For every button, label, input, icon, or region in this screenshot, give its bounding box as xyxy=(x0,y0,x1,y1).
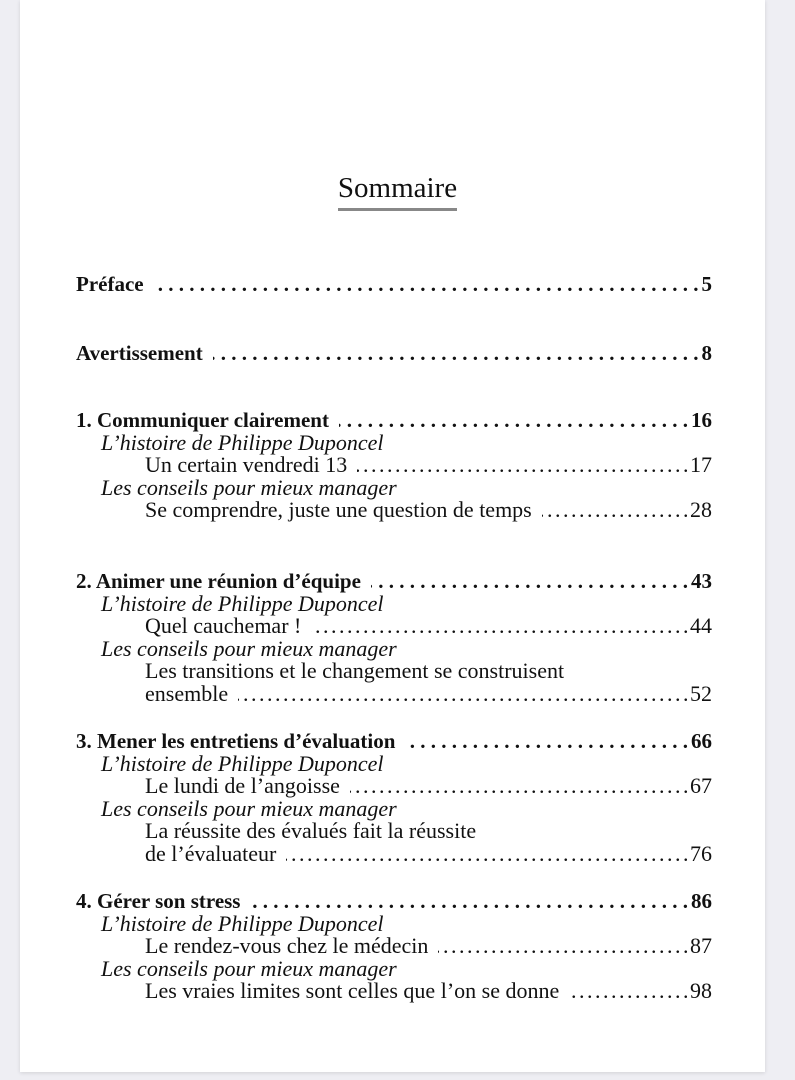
page-number: 8 xyxy=(701,341,712,365)
entry-label: 2. Animer une réunion d’équipe xyxy=(76,569,361,593)
advice-heading: Les conseils pour mieux manager xyxy=(101,474,397,500)
dot-leader xyxy=(250,890,688,913)
entry-label: Avertissement xyxy=(76,341,203,365)
page-number: 86 xyxy=(691,889,712,913)
story-heading: L’histoire de Philippe Duponcel xyxy=(101,910,384,936)
dot-leader xyxy=(286,843,687,866)
dot-leader xyxy=(405,730,688,753)
advice-entry[interactable] xyxy=(76,980,712,1003)
page-number: 98 xyxy=(690,978,712,1004)
toc-entry-preface[interactable] xyxy=(76,273,712,296)
story-entry[interactable] xyxy=(76,454,712,477)
dot-leader xyxy=(438,935,687,958)
dot-leader xyxy=(357,454,687,477)
advice-heading: Les conseils pour mieux manager xyxy=(101,635,397,661)
dot-leader xyxy=(350,775,687,798)
advice-entry-line1[interactable]: La réussite des évalués fait la réussite xyxy=(145,818,477,844)
dot-leader xyxy=(542,499,687,522)
advice-entry[interactable] xyxy=(76,680,712,706)
entry-label: Les vraies limites sont celles que l’on se donne xyxy=(145,978,560,1004)
dot-leader xyxy=(339,409,688,432)
chapter-entry[interactable] xyxy=(76,890,712,913)
advice-heading: Les conseils pour mieux manager xyxy=(101,795,397,821)
story-entry[interactable] xyxy=(76,615,712,638)
page-number: 67 xyxy=(690,773,712,799)
entry-label: 3. Mener les entretiens d’évaluation xyxy=(76,729,396,753)
page-number: 28 xyxy=(690,497,712,523)
entry-label: ensemble xyxy=(145,680,229,706)
entry-label: 1. Communiquer clairement xyxy=(76,408,329,432)
dot-leader xyxy=(238,683,687,706)
toc-chapter-4 xyxy=(76,890,712,1003)
page-number: 87 xyxy=(690,933,712,959)
story-entry[interactable] xyxy=(76,775,712,798)
chapter-entry[interactable] xyxy=(76,409,712,432)
entry-label: Le rendez-vous chez le médecin xyxy=(145,933,429,959)
story-heading: L’histoire de Philippe Duponcel xyxy=(101,429,384,455)
story-heading: L’histoire de Philippe Duponcel xyxy=(101,750,384,776)
dot-leader xyxy=(154,273,699,296)
dot-leader xyxy=(213,342,699,365)
chapter-entry[interactable] xyxy=(76,570,712,593)
page-number: 5 xyxy=(701,272,712,296)
entry-label: Le lundi de l’angoisse xyxy=(145,773,340,799)
entry-label: Préface xyxy=(76,272,144,296)
page-number: 16 xyxy=(691,408,712,432)
entry-label: Quel cauchemar ! xyxy=(145,613,302,639)
entry-label: 4. Gérer son stress xyxy=(76,889,241,913)
page-number: 43 xyxy=(691,569,712,593)
advice-entry-line1[interactable]: Les transitions et le changement se construisent xyxy=(145,658,565,684)
entry-label: Un certain vendredi 13 xyxy=(145,452,348,478)
page-number: 66 xyxy=(691,729,712,753)
entry-label: de l’évaluateur xyxy=(145,840,277,866)
title-text: Sommaire xyxy=(338,170,457,211)
toc-entry-avertissement[interactable] xyxy=(76,342,712,365)
dot-leader xyxy=(371,570,688,593)
dot-leader xyxy=(311,615,687,638)
page-number: 44 xyxy=(690,613,712,639)
page-number: 76 xyxy=(690,840,712,866)
toc-chapter-1 xyxy=(76,409,712,522)
toc-chapter-2 xyxy=(76,570,712,706)
chapter-entry[interactable] xyxy=(76,730,712,753)
page-number: 17 xyxy=(690,452,712,478)
advice-entry[interactable] xyxy=(76,840,712,866)
advice-entry[interactable] xyxy=(76,499,712,522)
page-title xyxy=(0,170,795,211)
advice-heading: Les conseils pour mieux manager xyxy=(101,955,397,981)
toc-chapter-3 xyxy=(76,730,712,866)
page-number: 52 xyxy=(690,680,712,706)
story-heading: L’histoire de Philippe Duponcel xyxy=(101,590,384,616)
story-entry[interactable] xyxy=(76,935,712,958)
dot-leader xyxy=(569,980,687,1003)
entry-label: Se comprendre, juste une question de temps xyxy=(145,497,532,523)
